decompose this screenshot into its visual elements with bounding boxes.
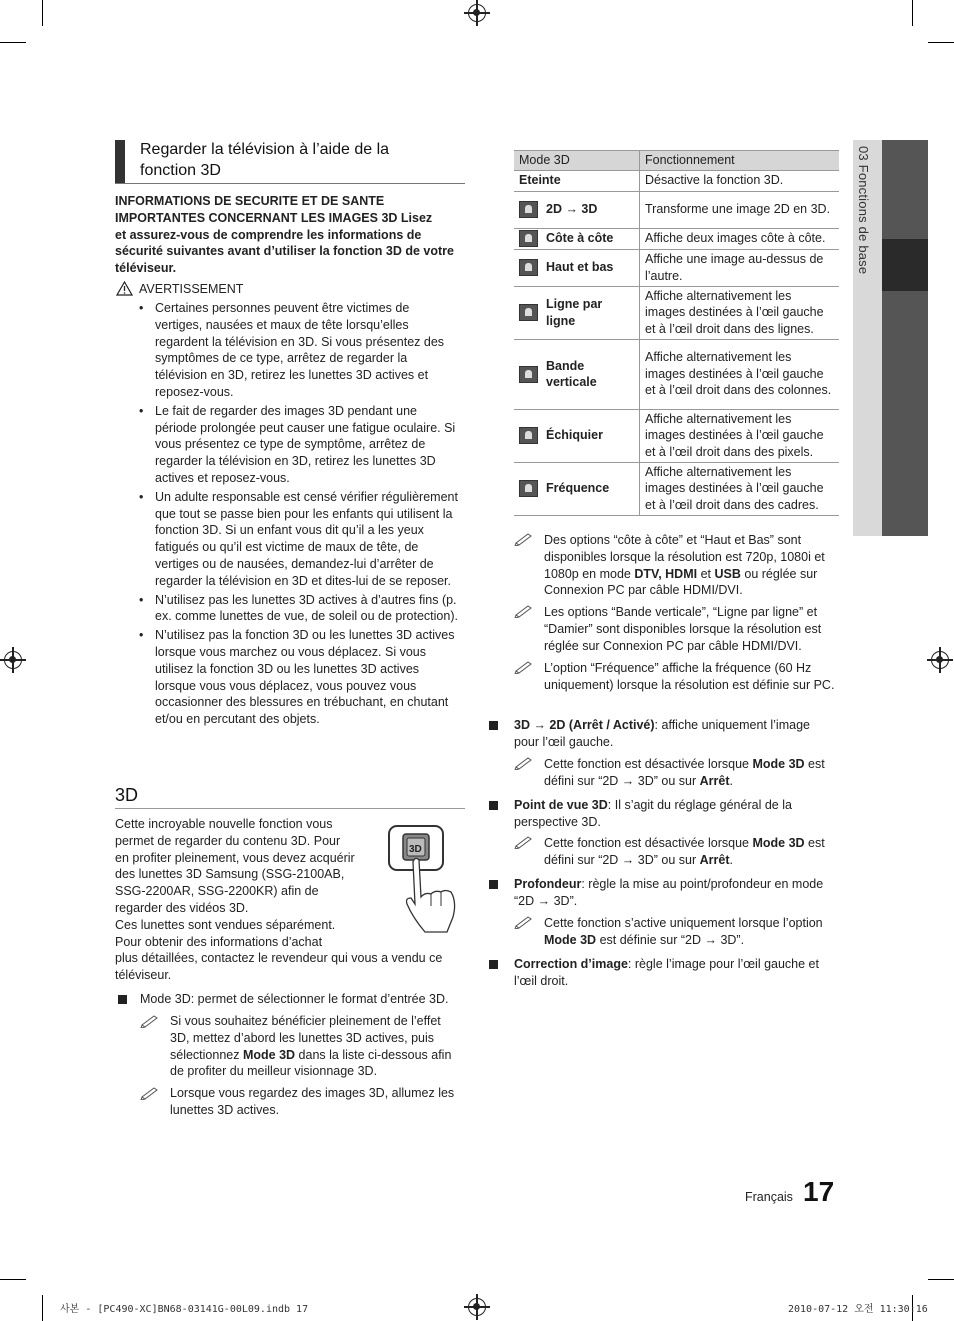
mode-3d-table	[514, 150, 839, 516]
table-row: Échiquier Affiche alternativement les images destinées à l’œil gauche et à l’œil droit dans des pixels.	[514, 409, 839, 462]
table-row: Fréquence Affiche alternativement les images destinées à l’œil gauche et à l’œil droit dans des cadres.	[514, 462, 839, 515]
note-text: Cette fonction s’active uniquement lorsque l’option Mode 3D est définie sur “2D → 3D”.	[544, 916, 823, 947]
registration-mark-icon	[4, 651, 22, 669]
option-point-of-view: Point de vue 3D: Il s’agit du réglage général de la perspective 3D.	[514, 798, 792, 829]
safety-intro: INFORMATIONS DE SECURITE ET DE SANTE IMPORTANTES CONCERNANT LES IMAGES 3D Lisez et assurez-vous de comprendre les informations de sécurité suivantes avant d’utiliser la fonction 3D de votre téléviseur.	[115, 194, 454, 276]
mode-side-by-side-icon	[519, 230, 538, 247]
note-text: L’option “Fréquence” affiche la fréquence (60 Hz uniquement) lorsque la résolution est définie sur PC.	[544, 661, 835, 692]
crop-mark	[0, 42, 26, 43]
intro-paragraph: Cette incroyable nouvelle fonction vous permet de regarder du contenu 3D. Pour en profiter pleinement, vous devez acquérir des lunettes 3D Samsung (SSG-2100AB, SSG-2200AR, SSG-2200KR) afin de regarder des vidéos 3D. Ces lunettes sont vendues séparément. Pour obtenir des informations d’achat plus détaillées, contactez le revendeur qui vous a vendu ce téléviseur.	[115, 817, 443, 983]
option-depth: Profondeur: règle la mise au point/profondeur en mode “2D → 3D”.	[514, 877, 824, 908]
note-text: Si vous souhaitez bénéficier pleinement de l’effet 3D, mettez d’abord les lunettes 3D actives, puis sélectionnez Mode 3D dans la liste ci-dessous afin de profiter du meilleur visionnage 3D.	[170, 1014, 452, 1079]
table-row: Eteinte Désactive la fonction 3D.	[514, 170, 839, 191]
square-bullet-icon	[118, 995, 127, 1004]
footer-file-info: 사본 - [PC490-XC]BN68-03141G-00L09.indb 17	[60, 1304, 309, 1315]
table-row: Côte à côte Affiche deux images côte à côte.	[514, 228, 839, 249]
crop-mark	[928, 42, 954, 43]
note-pencil-icon	[514, 915, 534, 929]
remote-3d-button-illustration	[385, 822, 465, 934]
section-marker	[115, 140, 125, 183]
list-item: • Le fait de regarder des images 3D pendant une période prolongée peut causer une fatigue oculaire. Si vous présentez ce type de symptôme, arrêtez de regarder la télévision en 3D, retirez les lunettes 3D actives et reposez-vous.	[139, 403, 459, 487]
list-item: • Un adulte responsable est censé vérifier régulièrement que tout se passe bien pour les enfants qui utilisent la fonction 3D. Si un enfant vous dit qu’il a les yeux fatigués ou qu’il est victime de maux de tête, de vertiges ou de nausées, demandez-lui d’arrêter de regarder la télévision en 3D et dites-lui de se reposer.	[139, 489, 459, 590]
mode-frequency-icon	[519, 480, 538, 497]
crop-mark	[0, 1279, 26, 1280]
crop-mark	[928, 1279, 954, 1280]
table-header: Mode 3D	[514, 151, 640, 171]
crop-mark	[42, 0, 43, 26]
mode-2d3d-icon	[519, 201, 538, 218]
crop-mark	[42, 1295, 43, 1321]
note-pencil-icon	[514, 660, 534, 674]
heading-rule	[115, 183, 465, 184]
list-item: • Certaines personnes peuvent être victimes de vertiges, nausées et maux de tête lorsqu’elles regardent la télévision en 3D. Si vous présentez des symptômes de ce type, arrêtez de regarder la télévision en 3D, retirez les lunettes 3D actives et reposez-vous.	[139, 300, 459, 401]
page-number: 17	[803, 1176, 835, 1207]
note-text: Cette fonction est désactivée lorsque Mode 3D est défini sur “2D → 3D” ou sur Arrêt.	[544, 757, 825, 788]
note-text: Lorsque vous regardez des images 3D, allumez les lunettes 3D actives.	[170, 1086, 455, 1117]
crop-mark	[912, 0, 913, 26]
warning-list	[139, 300, 459, 730]
note-pencil-icon	[514, 604, 534, 618]
note-text: Les options “Bande verticale”, “Ligne par ligne” et “Damier” sont disponibles lorsque la résolution est réglée sur Connexion PC par câble HDMI/DVI.	[544, 605, 822, 653]
mode3d-item: Mode 3D: permet de sélectionner le format d’entrée 3D.	[140, 992, 449, 1006]
note-pencil-icon	[140, 1014, 160, 1028]
registration-mark-icon	[931, 651, 949, 669]
list-item: • N’utilisez pas la fonction 3D ou les lunettes 3D actives lorsque vous marchez ou vous déplacez. Si vous utilisez la fonction 3D ou les lunettes 3D actives lorsque vous vous déplacez, vous pouvez vous occasionner des blessures en trébuchant, en chutant et/ou en percutant des objets.	[139, 627, 459, 728]
square-bullet-icon	[489, 880, 498, 889]
option-image-correction: Correction d’image: règle l’image pour l’œil gauche et l’œil droit.	[514, 957, 819, 988]
note-pencil-icon	[140, 1086, 160, 1100]
table-row: Bande verticale Affiche alternativement les images destinées à l’œil gauche et à l’œil droit dans des colonnes.	[514, 339, 839, 409]
chapter-label: 03 Fonctions de base	[856, 146, 871, 275]
svg-text:3D: 3D	[409, 844, 422, 855]
page-language: Français	[745, 1190, 793, 1204]
note-pencil-icon	[514, 756, 534, 770]
section-heading-3d: 3D	[115, 785, 139, 805]
note-text: Des options “côte à côte” et “Haut et Bas” sont disponibles lorsque la résolution est 720p, 1080i et 1080p en mode DTV, HDMI et USB ou réglée sur Connexion PC par câble HDMI/DVI.	[544, 533, 825, 598]
chapter-tab	[853, 140, 928, 536]
list-item: • N’utilisez pas les lunettes 3D actives à d’autres fins (p. ex. comme lunettes de vue, de soleil ou de protection).	[139, 592, 459, 626]
mode-line-by-line-icon	[519, 304, 538, 321]
square-bullet-icon	[489, 721, 498, 730]
section-heading: Regarder la télévision à l’aide de la fonction 3D	[140, 141, 390, 179]
note-pencil-icon	[514, 835, 534, 849]
warning-icon	[116, 281, 133, 296]
square-bullet-icon	[489, 801, 498, 810]
registration-mark-icon	[468, 4, 486, 22]
registration-mark-icon	[468, 1298, 486, 1316]
option-3d-to-2d: 3D → 2D (Arrêt / Activé): affiche uniquement l’image pour l’œil gauche.	[514, 718, 810, 749]
table-row: 2D → 3D Transforme une image 2D en 3D.	[514, 191, 839, 228]
footer-timestamp: 2010-07-12 오전 11:30:16	[788, 1304, 928, 1315]
table-row: Ligne par ligne Affiche alternativement les images destinées à l’œil gauche et à l’œil droit dans des lignes.	[514, 286, 839, 339]
table-header: Fonctionnement	[640, 151, 840, 171]
square-bullet-icon	[489, 960, 498, 969]
heading-rule	[115, 808, 465, 809]
mode-top-bottom-icon	[519, 259, 538, 276]
warning-label: AVERTISSEMENT	[139, 282, 244, 296]
mode-vertical-stripe-icon	[519, 366, 538, 383]
note-text: Cette fonction est désactivée lorsque Mode 3D est défini sur “2D → 3D” ou sur Arrêt.	[544, 836, 825, 867]
table-row: Haut et bas Affiche une image au-dessus de l’autre.	[514, 249, 839, 286]
note-pencil-icon	[514, 532, 534, 546]
mode-checkerboard-icon	[519, 427, 538, 444]
table-header-row	[514, 151, 839, 171]
